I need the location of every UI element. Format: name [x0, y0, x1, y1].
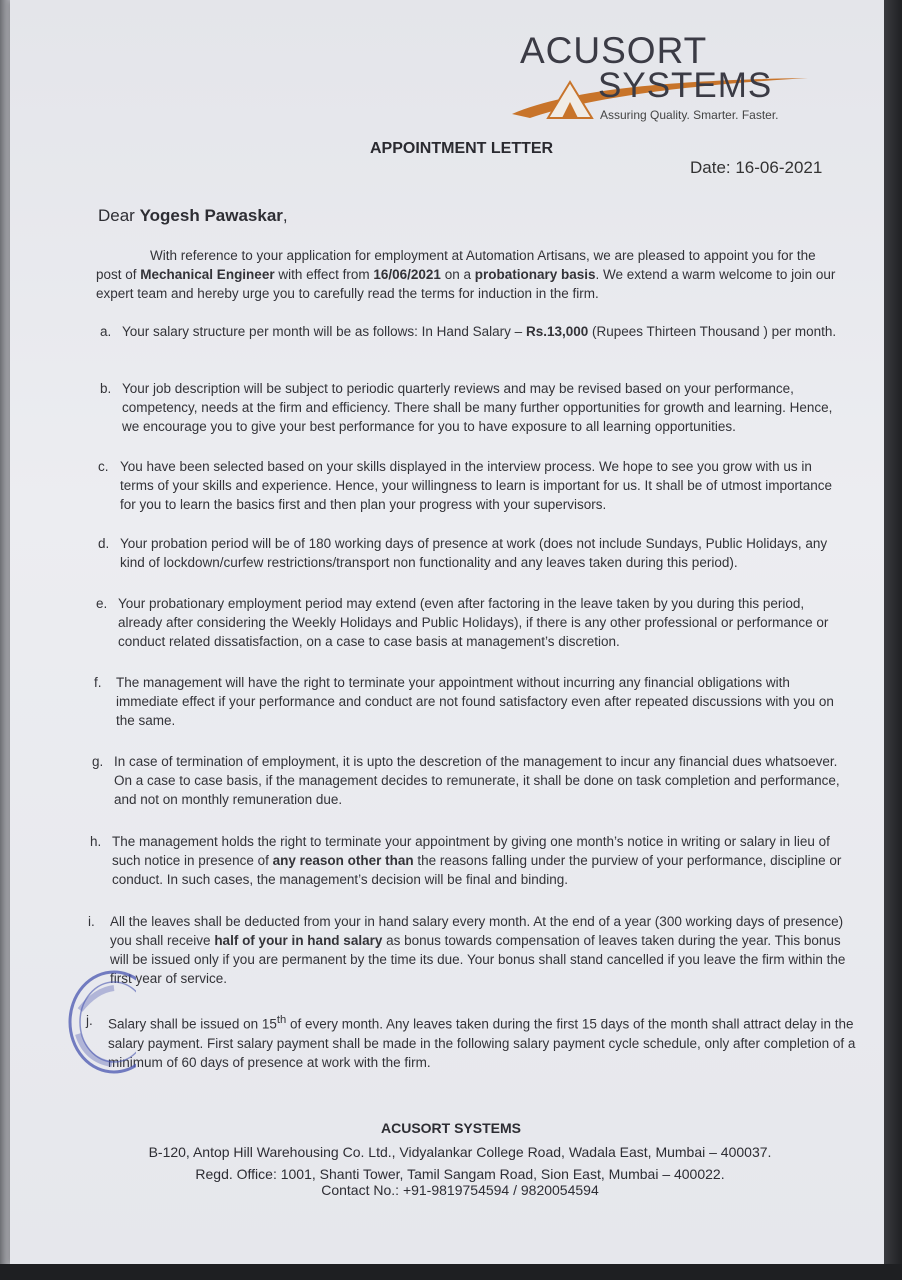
clause-text: You have been selected based on your skills displayed in the interview process. We hope to see you grow with us in terms of your skills and experience. Hence, your willingness to learn is important for us. It shall be of utmost importance for you to learn the basics first and then plan your progress with your supervisors. — [120, 459, 833, 512]
clause-text: The management holds the right to terminate your appointment by giving one month’s notice in writing or salary in lieu of such notice in presence of — [112, 834, 830, 868]
clause-text: The management will have the right to terminate your appointment without incurring any financial obligations with immediate effect if your performance and conduct are not found satisfactory even after repeated discussions with you on the same. — [116, 675, 834, 728]
clause-text: the reasons falling under the purview of your performance, discipline or conduct. In such cases, the management’s decision will be final and binding. — [112, 853, 842, 887]
clause-d — [98, 534, 842, 572]
company-logo — [500, 30, 820, 130]
clause-letter: d. — [98, 536, 110, 551]
background-bottom — [0, 1264, 902, 1280]
clause-text: In case of termination of employment, it is upto the descretion of the management to incur any financial dues whatsoever. On a case to case basis, if the management decides to remunerate, it shall be done on task completion and performance, and not on monthly remuneration due. — [114, 754, 840, 807]
clause-text: Your job description will be subject to periodic quarterly reviews and may be revised based on your performance, competency, needs at the firm and efficiency. There shall be many further opportunities for growth and learning. Hence, we encourage you to give your best performance for you to have exposure to all learning opportunities. — [122, 381, 833, 434]
footer-contact: Contact No.: +91-9819754594 / 9820054594 — [321, 1182, 599, 1198]
clause-letter: g. — [92, 754, 104, 769]
logo-line-2: SYSTEMS — [598, 66, 773, 105]
clause-text: Your salary structure per month will be as follows: In Hand Salary – — [122, 324, 526, 339]
clause-letter: b. — [100, 381, 112, 396]
logo-line-1: ACUSORT — [520, 30, 708, 71]
intro-text-2: with effect from — [274, 267, 374, 282]
clause-bold: any reason other than — [272, 853, 414, 868]
clause-c — [98, 457, 840, 514]
letter-date: Date: 16-06-2021 — [690, 158, 823, 177]
intro-text-4: . We extend a warm welcome to join our expert team and hereby urge you to carefully read the terms for induction in the firm. — [96, 267, 836, 301]
clause-letter: a. — [100, 324, 112, 339]
company-seal-icon — [66, 970, 136, 1074]
clause-text: of every month. Any leaves taken during the first 15 days of the month shall attract delay in the salary payment. First salary payment shall be made in the following salary payment cycle schedule, only after completion of a minimum of 60 days of presence at work with the firm. — [108, 1016, 856, 1070]
clause-text: as bonus towards compensation of leaves taken during the year. This bonus will be issued only if you are permanent by the time its due. Your bonus shall stand cancelled if you leave the firm within the first year of service. — [110, 933, 846, 986]
clause-text: (Rupees Thirteen Thousand ) per month. — [588, 324, 837, 339]
clause-letter: f. — [94, 675, 102, 690]
clause-text: Salary shall be issued on 15 — [108, 1016, 277, 1032]
clause-g — [92, 752, 848, 809]
clause-letter: i. — [88, 914, 95, 929]
footer-company-name: ACUSORT SYSTEMS — [380, 1120, 521, 1136]
logo-tagline: Assuring Quality. Smarter. Faster. — [600, 108, 779, 122]
employment-basis: probationary basis — [474, 267, 596, 282]
footer-registered-office: Regd. Office: 1001, Shanti Tower, Tamil Sangam Road, Sion East, Mumbai – 400022. — [195, 1166, 725, 1182]
greeting-suffix: , — [282, 206, 288, 225]
greeting — [98, 206, 288, 226]
clause-letter: e. — [96, 596, 108, 611]
clause-a — [100, 322, 838, 341]
greeting-prefix: Dear — [98, 206, 140, 225]
clause-bold: half of your in hand salary — [214, 933, 383, 948]
intro-text-1: With reference to your application for employment at Automation Artisans, we are pleased to appoint you for the post of — [96, 248, 816, 282]
clause-f — [94, 673, 846, 730]
letter-title: APPOINTMENT LETTER — [370, 140, 554, 157]
clause-text: All the leaves shall be deducted from your in hand salary every month. At the end of a year (300 working days of presence) you shall receive — [110, 914, 844, 948]
clause-h — [90, 832, 852, 889]
intro-paragraph — [96, 246, 836, 303]
recipient-name: Yogesh Pawaskar — [139, 206, 283, 225]
footer-address: B-120, Antop Hill Warehousing Co. Ltd., Vidyalankar College Road, Wadala East, Mumbai – 400037. — [148, 1144, 772, 1160]
clause-letter: h. — [90, 834, 102, 849]
clause-letter: j. — [86, 1013, 93, 1028]
clause-letter: c. — [98, 459, 109, 474]
clause-e — [96, 594, 844, 651]
clause-b — [100, 379, 840, 436]
ordinal-suffix: th — [276, 1014, 287, 1026]
start-date: 16/06/2021 — [373, 267, 441, 282]
clause-i — [88, 912, 854, 988]
clause-text: Your probation period will be of 180 working days of presence at work (does not include Sundays, Public Holidays, any kind of lockdown/curfew restrictions/transport non functionality and any leaves taken during this period). — [120, 536, 828, 570]
clause-j — [86, 1011, 856, 1072]
paper-left-edge — [0, 0, 10, 1280]
intro-text-3: on a — [440, 267, 475, 282]
background-right — [884, 0, 902, 1280]
clause-text: Your probationary employment period may extend (even after factoring in the leave taken by you during this period, already after considering the Weekly Holidays and Public Holidays), if there is any other professional or performance or conduct related dissatisfaction, on a case to case basis at management’s discretion. — [118, 596, 829, 649]
position-title: Mechanical Engineer — [140, 267, 275, 282]
salary-amount: Rs.13,000 — [525, 324, 589, 339]
